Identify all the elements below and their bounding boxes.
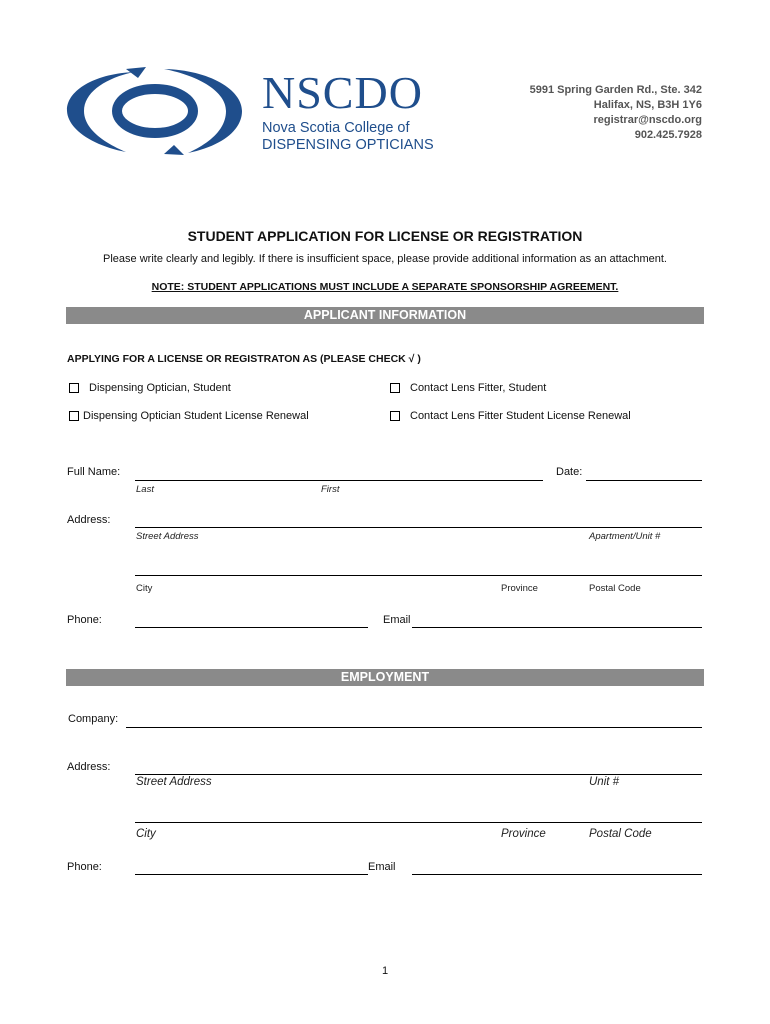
form-instructions: Please write clearly and legibly. If there is insufficient space, please provide additional information as an attachment. xyxy=(103,253,667,265)
contact-city: Halifax, NS, B3H 1Y6 xyxy=(593,99,702,111)
option-do-renewal[interactable] xyxy=(69,410,309,422)
option-label: Dispensing Optician, Student xyxy=(89,382,231,394)
check-prompt: APPLYING FOR A LICENSE OR REGISTRATON AS (PLEASE CHECK √ ) xyxy=(67,353,421,365)
form-note: NOTE: STUDENT APPLICATIONS MUST INCLUDE A SEPARATE SPONSORSHIP AGREEMENT. xyxy=(151,281,619,293)
employer-postal-caption: Postal Code xyxy=(589,828,652,840)
nscdo-logo-icon xyxy=(64,66,246,156)
employer-email-label: Email xyxy=(368,861,396,873)
date-field[interactable] xyxy=(586,480,702,481)
company-field[interactable] xyxy=(126,727,702,728)
full-name-label: Full Name: xyxy=(67,466,121,478)
city-caption: City xyxy=(136,583,153,594)
address-label: Address: xyxy=(67,514,111,526)
contact-block xyxy=(530,83,702,143)
form-title: STUDENT APPLICATION FOR LICENSE OR REGISTRATION xyxy=(187,228,583,244)
street-address-caption: Street Address xyxy=(136,531,199,542)
option-clf-renewal[interactable] xyxy=(390,410,631,422)
page-number: 1 xyxy=(381,965,389,977)
section-header-employment: EMPLOYMENT xyxy=(66,669,704,686)
employer-city-field[interactable] xyxy=(135,822,702,823)
option-do-student[interactable] xyxy=(69,382,231,394)
first-name-caption: First xyxy=(321,484,340,495)
employer-address-label: Address: xyxy=(67,761,111,773)
employer-unit-caption: Unit # xyxy=(589,776,620,788)
date-label: Date: xyxy=(556,466,583,478)
last-name-caption: Last xyxy=(136,484,154,495)
phone-field[interactable] xyxy=(135,627,368,628)
employer-province-caption: Province xyxy=(501,828,546,840)
org-name-block xyxy=(262,67,434,154)
checkbox[interactable] xyxy=(69,411,79,421)
contact-phone: 902.425.7928 xyxy=(634,129,702,141)
phone-label: Phone: xyxy=(67,614,102,626)
option-label: Contact Lens Fitter Student License Renewal xyxy=(410,410,631,422)
postal-code-caption: Postal Code xyxy=(589,583,641,594)
city-province-field[interactable] xyxy=(135,575,702,576)
apartment-caption: Apartment/Unit # xyxy=(589,531,661,542)
employer-city-caption: City xyxy=(136,828,156,840)
email-label: Email xyxy=(383,614,411,626)
org-name-line2: DISPENSING OPTICIANS xyxy=(262,137,434,153)
checkbox[interactable] xyxy=(390,383,400,393)
contact-email[interactable]: registrar@nscdo.org xyxy=(593,114,702,126)
org-name-line1: Nova Scotia College of xyxy=(262,120,410,136)
company-label: Company: xyxy=(68,713,119,725)
org-abbreviation: NSCDO xyxy=(262,67,423,118)
option-label: Contact Lens Fitter, Student xyxy=(410,382,547,394)
email-field[interactable] xyxy=(412,627,702,628)
checkbox[interactable] xyxy=(390,411,400,421)
employer-phone-field[interactable] xyxy=(135,874,368,875)
checkbox[interactable] xyxy=(69,383,79,393)
contact-address: 5991 Spring Garden Rd., Ste. 342 xyxy=(529,84,702,96)
employer-street-caption: Street Address xyxy=(136,776,212,788)
section-header-applicant: APPLICANT INFORMATION xyxy=(66,307,704,324)
province-caption: Province xyxy=(501,583,538,594)
option-clf-student[interactable] xyxy=(390,382,546,394)
employer-phone-label: Phone: xyxy=(67,861,102,873)
employer-email-field[interactable] xyxy=(412,874,702,875)
street-address-field[interactable] xyxy=(135,527,702,528)
full-name-field[interactable] xyxy=(135,480,543,481)
option-label: Dispensing Optician Student License Renewal xyxy=(83,410,309,422)
employer-street-field[interactable] xyxy=(135,774,702,775)
